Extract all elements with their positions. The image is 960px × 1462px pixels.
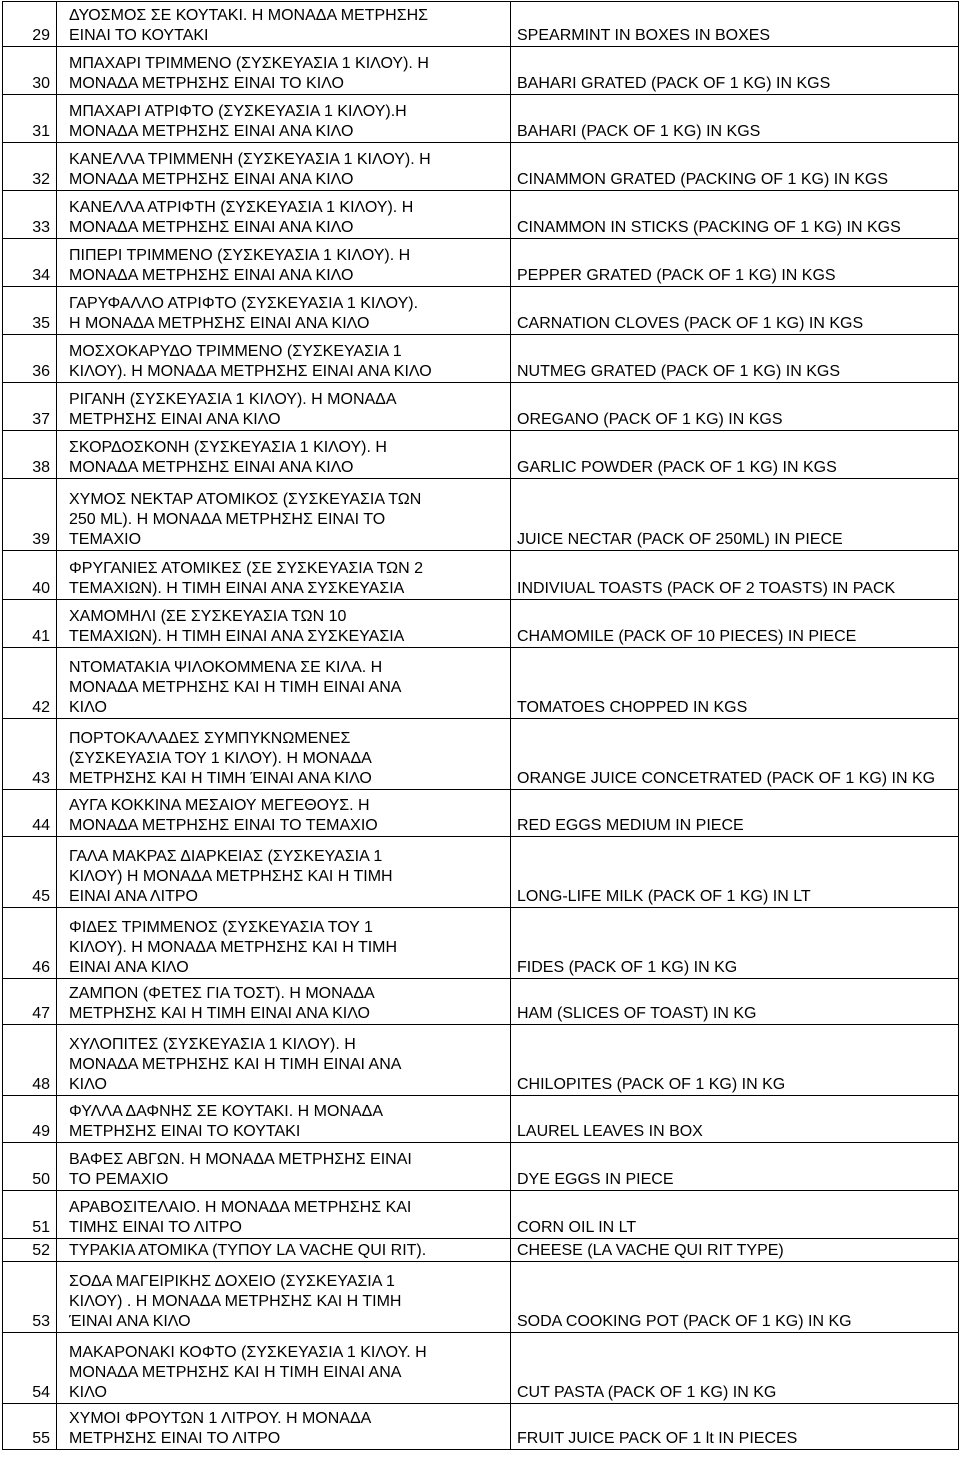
greek-description: ΓΑΡΥΦΑΛΛΟ ΑΤΡΙΦΤΟ (ΣΥΣΚΕΥΑΣΙΑ 1 ΚΙΛΟΥ). Η ΜΟΝΑΔΑ ΜΕΤΡΗΣΗΣ ΕΙΝΑΙ ΑΝΑ ΚΙΛΟ bbox=[57, 287, 511, 335]
row-number: 46 bbox=[3, 908, 57, 979]
table-row bbox=[3, 479, 959, 551]
english-description: OREGANO (PACK OF 1 KG) IN KGS bbox=[511, 383, 959, 431]
english-description: LONG-LIFE MILK (PACK OF 1 KG) IN LT bbox=[511, 837, 959, 908]
row-number: 39 bbox=[3, 479, 57, 551]
table-row bbox=[3, 1096, 959, 1143]
row-number: 36 bbox=[3, 335, 57, 383]
table-row bbox=[3, 719, 959, 790]
table-row bbox=[3, 837, 959, 908]
greek-description: ΖΑΜΠΟΝ (ΦΕΤΕΣ ΓΙΑ ΤΟΣΤ). Η ΜΟΝΑΔΑ ΜΕΤΡΗΣΗΣ ΚΑΙ Η ΤΙΜΗ ΕΙΝΑΙ ΑΝΑ ΚΙΛΟ bbox=[57, 979, 511, 1025]
row-number: 55 bbox=[3, 1404, 57, 1450]
table-row bbox=[3, 1191, 959, 1239]
greek-description: ΧΥΜΟΙ ΦΡΟΥΤΩΝ 1 ΛΙΤΡΟΥ. Η ΜΟΝΑΔΑ ΜΕΤΡΗΣΗΣ ΕΙΝΑΙ ΤΟ ΛΙΤΡΟ bbox=[57, 1404, 511, 1450]
english-description: BAHARI GRATED (PACK OF 1 KG) IN KGS bbox=[511, 47, 959, 95]
english-description: CINAMMON IN STICKS (PACKING OF 1 KG) IN KGS bbox=[511, 191, 959, 239]
greek-description: ΑΥΓΑ ΚΟΚΚΙΝΑ ΜΕΣΑΙΟΥ ΜΕΓΕΘΟΥΣ. Η ΜΟΝΑΔΑ ΜΕΤΡΗΣΗΣ ΕΙΝΑΙ ΤΟ ΤΕΜΑΧΙΟ bbox=[57, 790, 511, 837]
english-description: DYE EGGS IN PIECE bbox=[511, 1143, 959, 1191]
row-number: 52 bbox=[3, 1239, 57, 1262]
greek-description: ΠΟΡΤΟΚΑΛΑΔΕΣ ΣΥΜΠΥΚΝΩΜΕΝΕΣ (ΣΥΣΚΕΥΑΣΙΑ ΤΟΥ 1 ΚΙΛΟΥ). Η ΜΟΝΑΔΑ ΜΕΤΡΗΣΗΣ ΚΑΙ Η ΤΙΜΗ ΈΙΝΑΙ ΑΝΑ ΚΙΛΟ bbox=[57, 719, 511, 790]
english-description: FIDES (PACK OF 1 KG) IN KG bbox=[511, 908, 959, 979]
row-number: 47 bbox=[3, 979, 57, 1025]
row-number: 29 bbox=[3, 2, 57, 47]
row-number: 49 bbox=[3, 1096, 57, 1143]
table-row bbox=[3, 908, 959, 979]
row-number: 34 bbox=[3, 239, 57, 287]
row-number: 33 bbox=[3, 191, 57, 239]
table-row bbox=[3, 335, 959, 383]
table-row bbox=[3, 1262, 959, 1333]
table-row bbox=[3, 1404, 959, 1450]
row-number: 40 bbox=[3, 551, 57, 600]
row-number: 51 bbox=[3, 1191, 57, 1239]
english-description: INDIVIUAL TOASTS (PACK OF 2 TOASTS) IN PACK bbox=[511, 551, 959, 600]
row-number: 35 bbox=[3, 287, 57, 335]
row-number: 43 bbox=[3, 719, 57, 790]
table-row bbox=[3, 600, 959, 648]
english-description: CUT PASTA (PACK OF 1 KG) IN KG bbox=[511, 1333, 959, 1404]
greek-description: ΑΡΑΒΟΣΙΤΕΛΑΙΟ. Η ΜΟΝΑΔΑ ΜΕΤΡΗΣΗΣ ΚΑΙ ΤΙΜΗΣ ΕΙΝΑΙ ΤΟ ΛΙΤΡΟ bbox=[57, 1191, 511, 1239]
table-row bbox=[3, 2, 959, 47]
table-row bbox=[3, 95, 959, 143]
table-row bbox=[3, 1239, 959, 1262]
english-description: RED EGGS MEDIUM IN PIECE bbox=[511, 790, 959, 837]
english-description: JUICE NECTAR (PACK OF 250ML) IN PIECE bbox=[511, 479, 959, 551]
greek-description: ΦΥΛΛΑ ΔΑΦΝΗΣ ΣΕ ΚΟΥΤΑΚΙ. Η ΜΟΝΑΔΑ ΜΕΤΡΗΣΗΣ ΕΙΝΑΙ ΤΟ ΚΟΥΤΑΚΙ bbox=[57, 1096, 511, 1143]
greek-description: ΚΑΝΕΛΛΑ ΤΡΙΜΜΕΝΗ (ΣΥΣΚΕΥΑΣΙΑ 1 ΚΙΛΟΥ). Η ΜΟΝΑΔΑ ΜΕΤΡΗΣΗΣ ΕΙΝΑΙ ΑΝΑ ΚΙΛΟ bbox=[57, 143, 511, 191]
table-row bbox=[3, 191, 959, 239]
row-number: 54 bbox=[3, 1333, 57, 1404]
english-description: SPEARMINT IN BOXES IN BOXES bbox=[511, 2, 959, 47]
greek-description: ΜΠΑΧΑΡΙ ΤΡΙΜΜΕΝΟ (ΣΥΣΚΕΥΑΣΙΑ 1 ΚΙΛΟΥ). Η ΜΟΝΑΔΑ ΜΕΤΡΗΣΗΣ ΕΙΝΑΙ ΤΟ ΚΙΛΟ bbox=[57, 47, 511, 95]
greek-description: ΧΥΛΟΠΙΤΕΣ (ΣΥΣΚΕΥΑΣΙΑ 1 ΚΙΛΟΥ). Η ΜΟΝΑΔΑ ΜΕΤΡΗΣΗΣ ΚΑΙ Η ΤΙΜΗ ΕΙΝΑΙ ΑΝΑ ΚΙΛΟ bbox=[57, 1025, 511, 1096]
table-row bbox=[3, 431, 959, 479]
greek-description: ΤΥΡΑΚΙΑ ΑΤΟΜΙΚΑ (ΤΥΠΟΥ LA VACHE QUI RIT). bbox=[57, 1239, 511, 1262]
english-description: NUTMEG GRATED (PACK OF 1 KG) IN KGS bbox=[511, 335, 959, 383]
english-description: BAHARI (PACK OF 1 KG) IN KGS bbox=[511, 95, 959, 143]
greek-description: ΠΙΠΕΡΙ ΤΡΙΜΜΕΝΟ (ΣΥΣΚΕΥΑΣΙΑ 1 ΚΙΛΟΥ). Η ΜΟΝΑΔΑ ΜΕΤΡΗΣΗΣ ΕΙΝΑΙ ΑΝΑ ΚΙΛΟ bbox=[57, 239, 511, 287]
row-number: 30 bbox=[3, 47, 57, 95]
greek-description: ΜΑΚΑΡΟΝΑΚΙ ΚΟΦΤΟ (ΣΥΣΚΕΥΑΣΙΑ 1 ΚΙΛΟΥ. Η ΜΟΝΑΔΑ ΜΕΤΡΗΣΗΣ ΚΑΙ Η ΤΙΜΗ ΕΙΝΑΙ ΑΝΑ ΚΙΛΟ bbox=[57, 1333, 511, 1404]
row-number: 32 bbox=[3, 143, 57, 191]
english-description: HAM (SLICES OF TOAST) IN KG bbox=[511, 979, 959, 1025]
row-number: 41 bbox=[3, 600, 57, 648]
english-description: CHEESE (LA VACHE QUI RIT TYPE) bbox=[511, 1239, 959, 1262]
english-description: PEPPER GRATED (PACK OF 1 KG) IN KGS bbox=[511, 239, 959, 287]
row-number: 42 bbox=[3, 648, 57, 719]
english-description: CHILOPITES (PACK OF 1 KG) IN KG bbox=[511, 1025, 959, 1096]
table-row bbox=[3, 383, 959, 431]
greek-description: ΣΚΟΡΔΟΣΚΟΝΗ (ΣΥΣΚΕΥΑΣΙΑ 1 ΚΙΛΟΥ). Η ΜΟΝΑΔΑ ΜΕΤΡΗΣΗΣ ΕΙΝΑΙ ΑΝΑ ΚΙΛΟ bbox=[57, 431, 511, 479]
table-row bbox=[3, 239, 959, 287]
greek-description: ΜΠΑΧΑΡΙ ΑΤΡΙΦΤΟ (ΣΥΣΚΕΥΑΣΙΑ 1 ΚΙΛΟΥ).Η ΜΟΝΑΔΑ ΜΕΤΡΗΣΗΣ ΕΙΝΑΙ ΑΝΑ ΚΙΛΟ bbox=[57, 95, 511, 143]
greek-description: ΧΑΜΟΜΗΛΙ (ΣΕ ΣΥΣΚΕΥΑΣΙΑ ΤΩΝ 10 ΤΕΜΑΧΙΩΝ). Η ΤΙΜΗ ΕΙΝΑΙ ΑΝΑ ΣΥΣΚΕΥΑΣΙΑ bbox=[57, 600, 511, 648]
english-description: SODA COOKING POT (PACK OF 1 KG) IN KG bbox=[511, 1262, 959, 1333]
greek-description: ΔΥΟΣΜΟΣ ΣΕ ΚΟΥΤΑΚΙ. Η ΜΟΝΑΔΑ ΜΕΤΡΗΣΗΣ ΕΙΝΑΙ ΤΟ ΚΟΥΤΑΚΙ bbox=[57, 2, 511, 47]
row-number: 38 bbox=[3, 431, 57, 479]
greek-description: ΓΑΛΑ ΜΑΚΡΑΣ ΔΙΑΡΚΕΙΑΣ (ΣΥΣΚΕΥΑΣΙΑ 1 ΚΙΛΟΥ) Η ΜΟΝΑΔΑ ΜΕΤΡΗΣΗΣ ΚΑΙ Η ΤΙΜΗ ΕΙΝΑΙ ΑΝΑ ΛΙΤΡΟ bbox=[57, 837, 511, 908]
row-number: 44 bbox=[3, 790, 57, 837]
greek-description: ΦΙΔΕΣ ΤΡΙΜΜΕΝΟΣ (ΣΥΣΚΕΥΑΣΙΑ ΤΟΥ 1 ΚΙΛΟΥ). Η ΜΟΝΑΔΑ ΜΕΤΡΗΣΗΣ ΚΑΙ Η ΤΙΜΗ ΕΙΝΑΙ ΑΝΑ ΚΙΛΟ bbox=[57, 908, 511, 979]
table-row bbox=[3, 1025, 959, 1096]
table-row bbox=[3, 287, 959, 335]
english-description: CHAMOMILE (PACK OF 10 PIECES) IN PIECE bbox=[511, 600, 959, 648]
table-row bbox=[3, 979, 959, 1025]
english-description: CINAMMON GRATED (PACKING OF 1 KG) IN KGS bbox=[511, 143, 959, 191]
greek-description: ΡΙΓΑΝΗ (ΣΥΣΚΕΥΑΣΙΑ 1 ΚΙΛΟΥ). Η ΜΟΝΑΔΑ ΜΕΤΡΗΣΗΣ ΕΙΝΑΙ ΑΝΑ ΚΙΛΟ bbox=[57, 383, 511, 431]
english-description: ORANGE JUICE CONCETRATED (PACK OF 1 KG) IN KG bbox=[511, 719, 959, 790]
english-description: TOMATOES CHOPPED IN KGS bbox=[511, 648, 959, 719]
english-description: CORN OIL IN LT bbox=[511, 1191, 959, 1239]
greek-description: ΜΟΣΧΟΚΑΡΥΔΟ ΤΡΙΜΜΕΝΟ (ΣΥΣΚΕΥΑΣΙΑ 1 ΚΙΛΟΥ). Η ΜΟΝΑΔΑ ΜΕΤΡΗΣΗΣ ΕΙΝΑΙ ΑΝΑ ΚΙΛΟ bbox=[57, 335, 511, 383]
english-description: LAUREL LEAVES IN BOX bbox=[511, 1096, 959, 1143]
greek-description: ΚΑΝΕΛΛΑ ΑΤΡΙΦΤΗ (ΣΥΣΚΕΥΑΣΙΑ 1 ΚΙΛΟΥ). Η ΜΟΝΑΔΑ ΜΕΤΡΗΣΗΣ ΕΙΝΑΙ ΑΝΑ ΚΙΛΟ bbox=[57, 191, 511, 239]
greek-description: ΒΑΦΕΣ ΑΒΓΩΝ. Η ΜΟΝΑΔΑ ΜΕΤΡΗΣΗΣ ΕΙΝΑΙ ΤΟ ΡΕΜΑΧΙΟ bbox=[57, 1143, 511, 1191]
row-number: 45 bbox=[3, 837, 57, 908]
table-row bbox=[3, 1143, 959, 1191]
english-description: GARLIC POWDER (PACK OF 1 KG) IN KGS bbox=[511, 431, 959, 479]
english-description: CARNATION CLOVES (PACK OF 1 KG) IN KGS bbox=[511, 287, 959, 335]
row-number: 48 bbox=[3, 1025, 57, 1096]
table-row bbox=[3, 790, 959, 837]
product-table-body bbox=[3, 2, 959, 1450]
greek-description: ΦΡΥΓΑΝΙΕΣ ΑΤΟΜΙΚΕΣ (ΣΕ ΣΥΣΚΕΥΑΣΙΑ ΤΩΝ 2 ΤΕΜΑΧΙΩΝ). Η ΤΙΜΗ ΕΙΝΑΙ ΑΝΑ ΣΥΣΚΕΥΑΣΙΑ bbox=[57, 551, 511, 600]
table-row bbox=[3, 551, 959, 600]
english-description: FRUIT JUICE PACK OF 1 lt IN PIECES bbox=[511, 1404, 959, 1450]
row-number: 53 bbox=[3, 1262, 57, 1333]
greek-description: ΝΤΟΜΑΤΑΚΙΑ ΨΙΛΟΚΟΜΜΕΝΑ ΣΕ ΚΙΛΑ. Η ΜΟΝΑΔΑ ΜΕΤΡΗΣΗΣ ΚΑΙ Η ΤΙΜΗ ΕΙΝΑΙ ΑΝΑ ΚΙΛΟ bbox=[57, 648, 511, 719]
table-row bbox=[3, 1333, 959, 1404]
row-number: 50 bbox=[3, 1143, 57, 1191]
greek-description: ΧΥΜΟΣ ΝΕΚΤΑΡ ΑΤΟΜΙΚΟΣ (ΣΥΣΚΕΥΑΣΙΑ ΤΩΝ 250 ML). Η ΜΟΝΑΔΑ ΜΕΤΡΗΣΗΣ ΕΙΝΑΙ ΤΟ ΤΕΜΑΧΙΟ bbox=[57, 479, 511, 551]
row-number: 31 bbox=[3, 95, 57, 143]
table-row bbox=[3, 143, 959, 191]
row-number: 37 bbox=[3, 383, 57, 431]
table-row bbox=[3, 47, 959, 95]
greek-description: ΣΟΔΑ ΜΑΓΕΙΡΙΚΗΣ ΔΟΧΕΙΟ (ΣΥΣΚΕΥΑΣΙΑ 1 ΚΙΛΟΥ) . Η ΜΟΝΑΔΑ ΜΕΤΡΗΣΗΣ ΚΑΙ Η ΤΙΜΗ ΈΙΝΑΙ ΑΝΑ ΚΙΛΟ bbox=[57, 1262, 511, 1333]
table-row bbox=[3, 648, 959, 719]
product-table bbox=[2, 1, 959, 1450]
